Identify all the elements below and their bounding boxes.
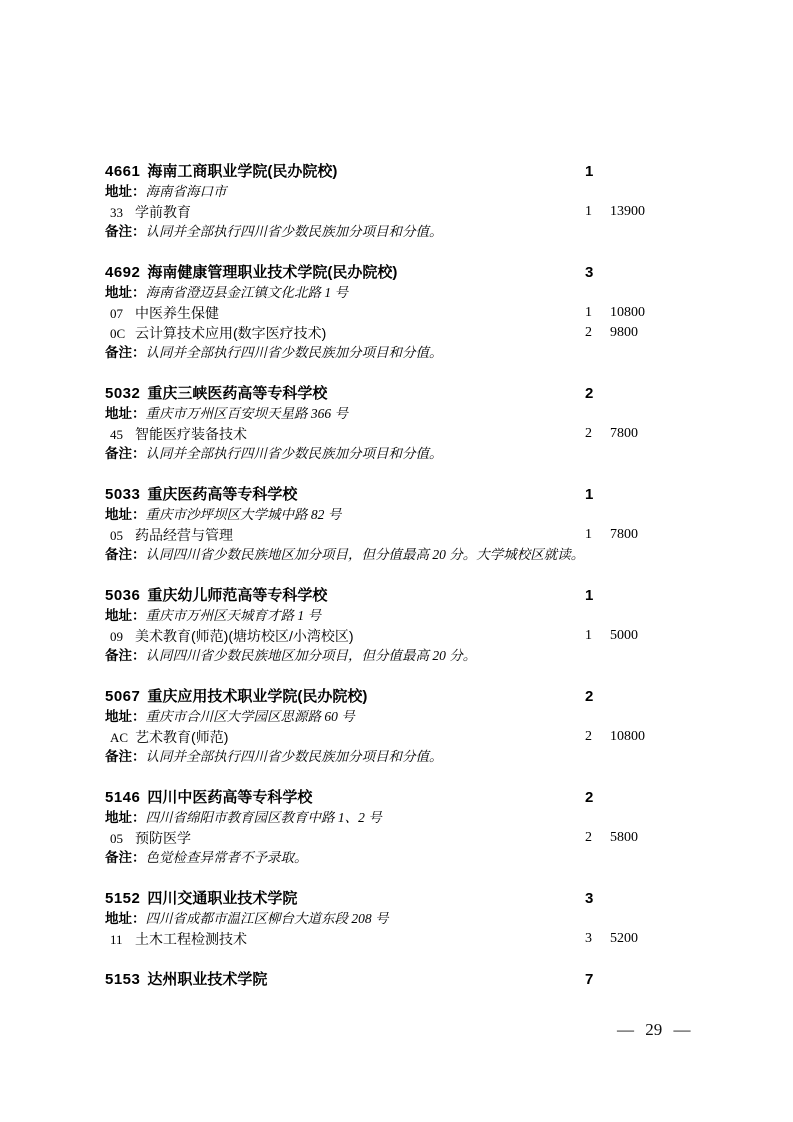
address-label: 地址： bbox=[105, 285, 146, 300]
school-header-row bbox=[105, 788, 690, 808]
school-header-row bbox=[105, 586, 690, 606]
school-header-row bbox=[105, 162, 690, 182]
school-block bbox=[105, 485, 690, 565]
school-plan-total: 7 bbox=[585, 971, 594, 988]
major-name: 云计算技术应用(数字医疗技术) bbox=[135, 325, 327, 341]
remark-label: 备注： bbox=[105, 446, 146, 461]
school-header-row bbox=[105, 970, 690, 990]
school-code: 5067 bbox=[105, 688, 141, 705]
school-plan-total: 1 bbox=[585, 587, 594, 604]
school-address-row bbox=[105, 707, 690, 727]
address-text: 四川省成都市温江区柳台大道东段 208 号 bbox=[145, 911, 389, 926]
major-fee: 10800 bbox=[610, 305, 645, 320]
major-code: 09 bbox=[110, 629, 123, 644]
major-plan-count: 1 bbox=[585, 628, 592, 643]
major-fee: 7800 bbox=[610, 426, 638, 441]
page-number: — 29 — bbox=[617, 1020, 691, 1039]
school-address-row bbox=[105, 182, 690, 202]
address-text: 重庆市万州区天城育才路 1 号 bbox=[145, 608, 321, 623]
school-remark-row bbox=[105, 545, 690, 565]
school-header-row bbox=[105, 384, 690, 404]
school-remark-row bbox=[105, 848, 690, 868]
remark-text: 认同并全部执行四川省少数民族加分项目和分值。 bbox=[145, 345, 443, 360]
major-code: 05 bbox=[110, 528, 123, 543]
major-code: 07 bbox=[110, 306, 123, 321]
school-header-row bbox=[105, 485, 690, 505]
address-label: 地址： bbox=[105, 184, 146, 199]
major-row bbox=[105, 202, 690, 222]
school-code: 5036 bbox=[105, 587, 141, 604]
remark-text: 认同四川省少数民族地区加分项目，但分值最高 20 分。 bbox=[145, 648, 477, 663]
major-name: 土木工程检测技术 bbox=[135, 931, 247, 947]
major-name: 中医养生保健 bbox=[135, 305, 219, 321]
address-text: 海南省海口市 bbox=[145, 184, 227, 199]
school-name: 四川交通职业技术学院 bbox=[147, 890, 298, 907]
school-name: 重庆三峡医药高等专科学校 bbox=[147, 385, 328, 402]
remark-label: 备注： bbox=[105, 850, 146, 865]
major-plan-count: 1 bbox=[585, 305, 592, 320]
remark-label: 备注： bbox=[105, 547, 146, 562]
major-fee: 5800 bbox=[610, 830, 638, 845]
school-remark-row bbox=[105, 222, 690, 242]
major-plan-count: 3 bbox=[585, 931, 592, 946]
school-block bbox=[105, 687, 690, 767]
school-plan-total: 1 bbox=[585, 163, 594, 180]
address-label: 地址： bbox=[105, 608, 146, 623]
school-address-row bbox=[105, 505, 690, 525]
address-label: 地址： bbox=[105, 709, 146, 724]
school-plan-total: 2 bbox=[585, 688, 594, 705]
remark-text: 认同四川省少数民族地区加分项目，但分值最高 20 分。大学城校区就读。 bbox=[145, 547, 585, 562]
remark-label: 备注： bbox=[105, 749, 146, 764]
major-plan-count: 1 bbox=[585, 204, 592, 219]
major-row bbox=[105, 303, 690, 323]
major-fee: 5200 bbox=[610, 931, 638, 946]
major-plan-count: 2 bbox=[585, 325, 592, 340]
school-name: 重庆医药高等专科学校 bbox=[147, 486, 298, 503]
school-block bbox=[105, 889, 690, 949]
address-label: 地址： bbox=[105, 507, 146, 522]
remark-text: 认同并全部执行四川省少数民族加分项目和分值。 bbox=[145, 446, 443, 461]
school-block bbox=[105, 384, 690, 464]
address-label: 地址： bbox=[105, 406, 146, 421]
school-code: 5152 bbox=[105, 890, 141, 907]
major-name: 智能医疗装备技术 bbox=[135, 426, 247, 442]
school-plan-total: 1 bbox=[585, 486, 594, 503]
school-block bbox=[105, 970, 690, 990]
address-text: 重庆市沙坪坝区大学城中路 82 号 bbox=[145, 507, 342, 522]
school-address-row bbox=[105, 283, 690, 303]
school-address-row bbox=[105, 808, 690, 828]
school-code: 5153 bbox=[105, 971, 141, 988]
major-name: 预防医学 bbox=[135, 830, 191, 846]
major-name: 学前教育 bbox=[135, 204, 191, 220]
remark-label: 备注： bbox=[105, 648, 146, 663]
address-text: 重庆市万州区百安坝天星路 366 号 bbox=[145, 406, 348, 421]
remark-text: 认同并全部执行四川省少数民族加分项目和分值。 bbox=[145, 749, 443, 764]
school-plan-total: 3 bbox=[585, 264, 594, 281]
major-code: AC bbox=[110, 730, 129, 745]
school-list bbox=[105, 162, 690, 1011]
school-code: 5032 bbox=[105, 385, 141, 402]
major-fee: 5000 bbox=[610, 628, 638, 643]
school-remark-row bbox=[105, 343, 690, 363]
major-row bbox=[105, 929, 690, 949]
major-plan-count: 1 bbox=[585, 527, 592, 542]
school-header-row bbox=[105, 263, 690, 283]
school-code: 4661 bbox=[105, 163, 141, 180]
major-code: 11 bbox=[110, 932, 123, 947]
school-remark-row bbox=[105, 444, 690, 464]
remark-text: 色觉检查异常者不予录取。 bbox=[145, 850, 308, 865]
address-text: 四川省绵阳市教育园区教育中路 1、2 号 bbox=[145, 810, 382, 825]
major-plan-count: 2 bbox=[585, 830, 592, 845]
school-header-row bbox=[105, 687, 690, 707]
major-row bbox=[105, 424, 690, 444]
school-plan-total: 2 bbox=[585, 789, 594, 806]
school-address-row bbox=[105, 909, 690, 929]
school-name: 海南工商职业学院(民办院校) bbox=[147, 163, 338, 180]
major-plan-count: 2 bbox=[585, 426, 592, 441]
school-block bbox=[105, 586, 690, 666]
school-name: 四川中医药高等专科学校 bbox=[147, 789, 313, 806]
major-name: 美术教育(师范)(塘坊校区/小湾校区) bbox=[135, 628, 354, 644]
major-row bbox=[105, 626, 690, 646]
school-remark-row bbox=[105, 646, 690, 666]
school-plan-total: 2 bbox=[585, 385, 594, 402]
address-text: 海南省澄迈县金江镇文化北路 1 号 bbox=[145, 285, 348, 300]
address-label: 地址： bbox=[105, 911, 146, 926]
major-row bbox=[105, 323, 690, 343]
school-address-row bbox=[105, 606, 690, 626]
address-label: 地址： bbox=[105, 810, 146, 825]
page-footer bbox=[617, 1020, 691, 1040]
major-plan-count: 2 bbox=[585, 729, 592, 744]
remark-label: 备注： bbox=[105, 345, 146, 360]
school-code: 5033 bbox=[105, 486, 141, 503]
major-name: 艺术教育(师范) bbox=[135, 729, 229, 745]
school-address-row bbox=[105, 404, 690, 424]
school-header-row bbox=[105, 889, 690, 909]
school-remark-row bbox=[105, 747, 690, 767]
school-code: 4692 bbox=[105, 264, 141, 281]
major-name: 药品经营与管理 bbox=[135, 527, 233, 543]
major-row bbox=[105, 727, 690, 747]
major-code: 45 bbox=[110, 427, 123, 442]
school-name: 重庆应用技术职业学院(民办院校) bbox=[147, 688, 368, 705]
major-fee: 9800 bbox=[610, 325, 638, 340]
major-code: 0C bbox=[110, 326, 126, 341]
remark-text: 认同并全部执行四川省少数民族加分项目和分值。 bbox=[145, 224, 443, 239]
school-name: 重庆幼儿师范高等专科学校 bbox=[147, 587, 328, 604]
school-plan-total: 3 bbox=[585, 890, 594, 907]
remark-label: 备注： bbox=[105, 224, 146, 239]
major-fee: 13900 bbox=[610, 204, 645, 219]
school-block bbox=[105, 162, 690, 242]
school-name: 海南健康管理职业技术学院(民办院校) bbox=[147, 264, 398, 281]
school-name: 达州职业技术学院 bbox=[147, 971, 268, 988]
major-code: 05 bbox=[110, 831, 123, 846]
school-block bbox=[105, 263, 690, 363]
major-row bbox=[105, 828, 690, 848]
school-code: 5146 bbox=[105, 789, 141, 806]
major-code: 33 bbox=[110, 205, 123, 220]
address-text: 重庆市合川区大学园区思源路 60 号 bbox=[145, 709, 355, 724]
major-fee: 10800 bbox=[610, 729, 645, 744]
major-fee: 7800 bbox=[610, 527, 638, 542]
school-block bbox=[105, 788, 690, 868]
major-row bbox=[105, 525, 690, 545]
